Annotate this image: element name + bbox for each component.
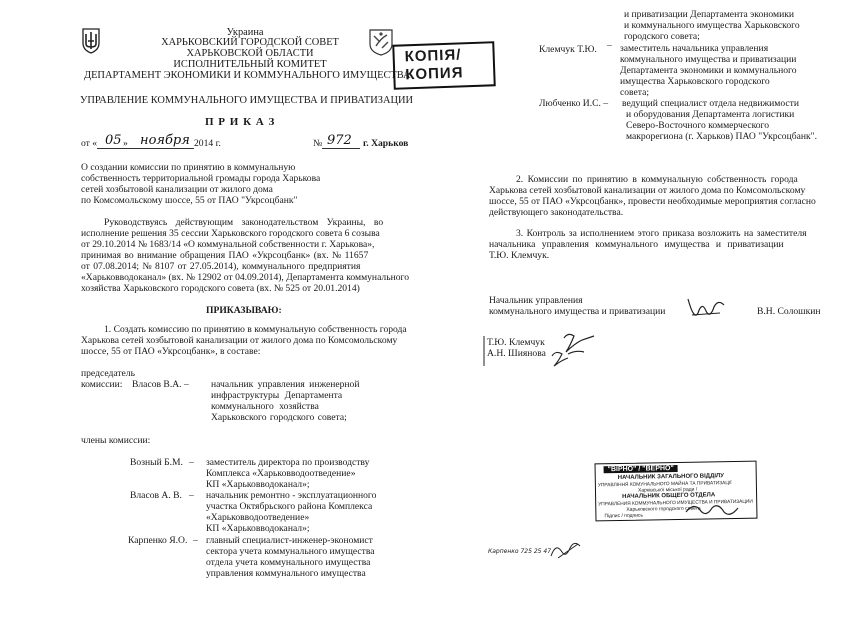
certify-stamp-line-6: УПРАВЛЕНИЯ КОММУНАЛЬНОГО ИМУЩЕСТВА И ПРИВАТИЗАЦИИ	[598, 499, 753, 508]
certify-stamp-line-8: Підпис / подпись	[604, 512, 644, 520]
item3-line-1: 3. Контроль за исполнением этого приказа возложить на заместителя	[516, 228, 807, 239]
signature-name: В.Н. Солошкин	[757, 306, 821, 317]
member-3-dash: –	[193, 535, 198, 546]
member-2-role-2: участка Октябрьского района Комплекса	[206, 501, 373, 512]
date-close-quote: »	[123, 138, 128, 149]
klemchuk-role-2: коммунального имущества и приватизации	[620, 54, 797, 65]
certify-stamp-line-2: НАЧАЛЬНИК ЗАГАЛЬНОГО ВІДДІЛУ	[617, 473, 724, 482]
right-cont-line-1: и приватизации Департамента экономики	[624, 9, 795, 20]
member-2-role-3: «Харьковводоотведение»	[206, 512, 310, 523]
director-signature	[684, 293, 728, 323]
approval-klemchuk: Т.Ю. Клемчук	[487, 337, 545, 348]
subject-line-3: сетей хозбытовой канализации от жилого дома	[81, 184, 273, 195]
item2-line-2: Харькова сетей хозбытовой канализации от жилого дома по Комсомольскому	[489, 185, 806, 196]
preamble-line-7: хозяйства Харьковского городского совета (вх. № 525 от 20.01.2014)	[81, 283, 360, 294]
executor-signature	[548, 538, 584, 562]
klemchuk-role-5: совета;	[620, 87, 650, 98]
lyubchenko-role-3: Северо-Восточного коммерческого	[626, 120, 770, 131]
member-1-role-1: заместитель директора по производству	[206, 457, 370, 468]
preamble-line-5: от 07.08.2014; № 8107 от 27.05.2014), коммунального предприятия	[81, 261, 361, 272]
date-underline	[97, 148, 194, 149]
chair-role-2: инфраструктуры Департамента	[211, 390, 343, 401]
preamble-line-3: от 29.10.2014 № 1683/14 «О коммунальной собственности г. Харькова»,	[81, 239, 375, 250]
certify-stamp-badge: "ВІРНО" / "ВЕРНО"	[604, 465, 678, 473]
city-emblem-icon	[368, 28, 394, 56]
klemchuk-dash: –	[607, 40, 612, 51]
number-prefix: №	[313, 138, 323, 149]
klemchuk-role-3: Департамента экономики и коммунального	[620, 65, 797, 76]
chair-label-1: председатель	[81, 368, 135, 379]
item1-line-1: 1. Создать комиссию по принятию в коммунальную собственность города	[104, 324, 407, 335]
signature-title-1: Начальник управления	[489, 295, 583, 306]
lyubchenko-role-2: и оборудования Департамента логистики	[626, 109, 795, 120]
certify-stamp-line-5: НАЧАЛЬНИК ОБЩЕГО ОТДЕЛА	[622, 492, 716, 500]
member-3-role-3: отдела учета коммунального имущества	[206, 557, 371, 568]
item2-line-4: действующего законодательства.	[489, 207, 624, 218]
date-month: ноября	[140, 133, 190, 148]
item1-line-3: шоссе, 55 от ПАО «Укрсоцбанк», в составе:	[81, 346, 261, 357]
preamble-line-6: «Харьковводоканал» (вх. № 12902 от 04.09.2014), Департамента коммунального	[81, 272, 409, 283]
date-prefix: от «	[81, 138, 98, 149]
member-2-role-4: КП «Харьковводоканал»;	[206, 523, 310, 534]
header-council: ХАРЬКОВСКИЙ ГОРОДСКОЙ СОВЕТ	[161, 37, 339, 48]
right-cont-line-2: и коммунального имущества Харьковского	[624, 20, 800, 31]
member-1-name: Возный Б.М.	[130, 457, 183, 468]
order-heading: ПРИКАЗЫВАЮ:	[206, 305, 282, 316]
preamble-line-4: принимая во внимание обращения ПАО «Укрсоцбанк» (вх. № 11657	[81, 250, 369, 261]
certify-signature	[682, 500, 742, 522]
number-underline	[322, 148, 360, 149]
preamble-line-1: Руководствуясь действующим законодательством Украины, во	[104, 217, 384, 228]
klemchuk-name: Клемчук Т.Ю.	[539, 44, 597, 55]
subject-line-2: собственность территориальной громады города Харькова	[81, 173, 321, 184]
member-1-role-3: КП «Харьковводоканал»;	[206, 479, 310, 490]
member-3-role-4: управления коммунального имущества	[206, 568, 366, 579]
copy-stamp-line-2: КОПИЯ	[405, 64, 464, 84]
subject-line-4: по Комсомольскому шоссе, 55 от ПАО "Укрсоцбанк"	[81, 195, 298, 206]
visa-signatures	[478, 330, 608, 370]
item2-line-3: шоссе, 55 от ПАО «Укрсоцбанк», провести необходимые мероприятия согласно	[489, 196, 816, 207]
member-1-role-2: Комплекса «Харьковводоотведение»	[206, 468, 356, 479]
klemchuk-role-1: заместитель начальника управления	[620, 43, 769, 54]
item3-line-3: Т.Ю. Клемчук.	[489, 250, 550, 261]
signature-title-2: коммунального имущества и приватизации	[489, 306, 666, 317]
header-country: Украина	[226, 27, 264, 38]
chair-role-1: начальник управления инженерной	[211, 379, 360, 390]
member-3-name: Карпенко Я.О.	[128, 535, 188, 546]
klemchuk-role-4: имущества Харьковского городского	[620, 76, 770, 87]
copy-stamp-line-1: КОПІЯ/	[404, 46, 462, 66]
certify-stamp-line-3: УПРАВЛІННЯ КОМУНАЛЬНОГО МАЙНА ТА ПРИВАТИЗАЦІЇ	[597, 481, 732, 489]
city-label: г. Харьков	[363, 138, 409, 149]
member-2-role-1: начальник ремонтно - эксплуатационного	[206, 490, 377, 501]
trident-emblem-icon	[81, 28, 101, 54]
certify-stamp-line-7: Харьковского городского совета	[626, 505, 701, 513]
chair-name: Власов В.А. –	[132, 379, 189, 390]
executor-note: Карпенко 725 25 47	[488, 548, 552, 555]
date-year: 2014 г.	[194, 138, 221, 149]
member-2-name: Власов А. В.	[130, 490, 182, 501]
header-committee: ИСПОЛНИТЕЛЬНЫЙ КОМИТЕТ	[173, 59, 327, 70]
item3-line-2: начальника управления коммунального имущества и приватизации	[489, 239, 784, 250]
lyubchenko-role-4: макрорегиона (г. Харьков) ПАО "Укрсоцбанк".	[626, 131, 817, 142]
copy-stamp	[392, 41, 496, 90]
member-3-role-1: главный специалист-инженер-экономист	[206, 535, 373, 546]
item1-line-2: Харькова сетей хозбытовой канализации от жилого дома по Комсомольскому	[81, 335, 398, 346]
lyubchenko-role-1: ведущий специалист отдела недвижимости	[622, 98, 799, 109]
certify-stamp-line-4: Харківської міської ради /	[637, 486, 698, 494]
members-label: члены комиссии:	[81, 435, 151, 446]
order-number: 972	[327, 133, 352, 148]
date-day: 05	[105, 133, 122, 148]
right-cont-line-3: городского совета;	[624, 31, 700, 42]
subject-line-1: О создании комиссии по принятию в коммунальную	[81, 162, 296, 173]
doc-type-title: П Р И К А З	[205, 116, 276, 128]
member-3-role-2: сектора учета коммунального имущества	[206, 546, 375, 557]
header-department: ДЕПАРТАМЕНТ ЭКОНОМИКИ И КОММУНАЛЬНОГО ИМУЩЕСТВА	[84, 70, 411, 81]
chair-role-3: коммунального хозяйства	[211, 401, 319, 412]
member-1-dash: –	[189, 457, 194, 468]
preamble-line-2: исполнение решения 35 сессии Харьковского городского совета 6 созыва	[81, 228, 380, 239]
item2-line-1: 2. Комиссии по принятию в коммунальную собственность города	[516, 174, 798, 185]
lyubchenko-name: Любченко И.С. –	[539, 98, 609, 109]
member-2-dash: –	[189, 490, 194, 501]
approval-shiyanova: А.Н. Шиянова	[487, 348, 546, 359]
chair-role-4: Харьковского городского совета;	[211, 412, 347, 423]
header-region: ХАРЬКОВСКОЙ ОБЛАСТИ	[186, 48, 314, 59]
chair-label-2: комиссии:	[81, 379, 123, 390]
header-administration: УПРАВЛЕНИЕ КОММУНАЛЬНОГО ИМУЩЕСТВА И ПРИВАТИЗАЦИИ	[80, 95, 413, 106]
